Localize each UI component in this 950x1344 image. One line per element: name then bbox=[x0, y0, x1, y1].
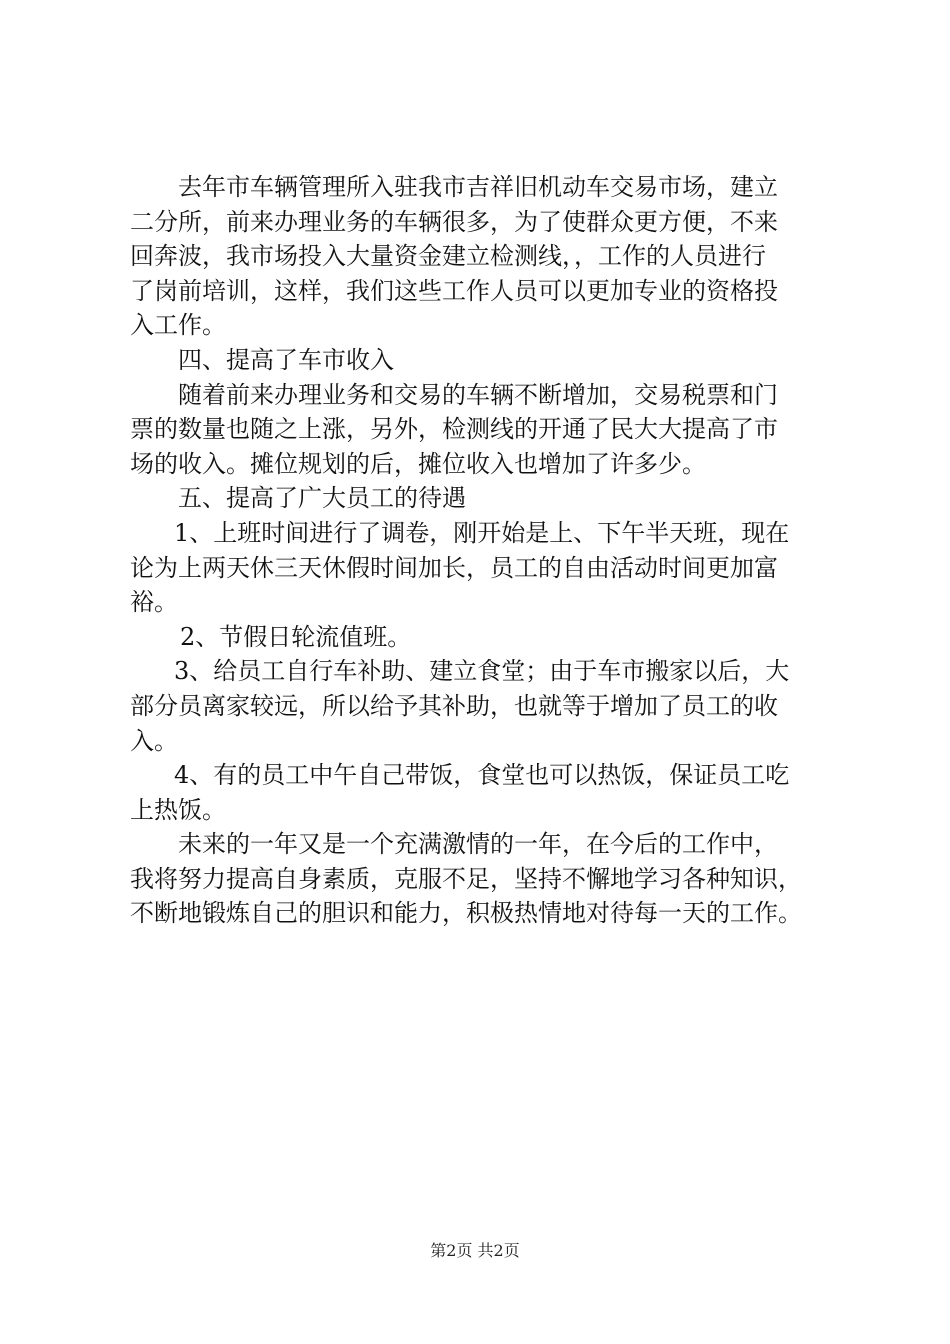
paragraph-line: 部分员离家较远，所以给予其补助，也就等于增加了员工的收 bbox=[130, 691, 778, 720]
paragraph-line: 随着前来办理业务和交易的车辆不断增加，交易税票和门 bbox=[178, 380, 778, 409]
paragraph-line: 裕。 bbox=[130, 588, 178, 617]
paragraph-line: 去年市车辆管理所入驻我市吉祥旧机动车交易市场，建立 bbox=[178, 173, 778, 201]
list-item: 4、有的员工中午自己带饭，食堂也可以热饭，保证员工吃 bbox=[174, 761, 790, 790]
paragraph-line: 回奔波，我市场投入大量资金建立检测线，，工作的人员进行 bbox=[130, 242, 766, 271]
document-body bbox=[130, 170, 830, 931]
paragraph-line: 上热饭。 bbox=[130, 795, 226, 824]
section-heading: 四、提高了车市收入 bbox=[178, 345, 394, 374]
list-item: 3、给员工自行车补助、建立食堂；由于车市搬家以后，大 bbox=[174, 657, 790, 686]
page-number-footer: 第2页 共2页 bbox=[430, 1241, 520, 1260]
section-heading: 五、提高了广大员工的待遇 bbox=[178, 484, 466, 513]
paragraph-line: 未来的一年又是一个充满激情的一年，在今后的工作中， bbox=[178, 830, 778, 859]
paragraph-line: 场的收入。摊位规划的后，摊位收入也增加了许多少。 bbox=[130, 449, 706, 478]
paragraph-line: 二分所，前来办理业务的车辆很多，为了使群众更方便，不来 bbox=[130, 207, 778, 236]
list-item: 1、上班时间进行了调卷，刚开始是上、下午半天班，现在 bbox=[174, 518, 790, 547]
paragraph-line: 不断地锻炼自己的胆识和能力，积极热情地对待每一天的工作。 bbox=[130, 899, 802, 928]
paragraph-line: 了岗前培训，这样，我们这些工作人员可以更加专业的资格投 bbox=[130, 276, 778, 305]
paragraph-line: 我将努力提高自身素质，克服不足，坚持不懈地学习各种知识， bbox=[130, 864, 802, 893]
list-item: 2、节假日轮流值班。 bbox=[180, 622, 412, 651]
paragraph-line: 入。 bbox=[130, 726, 178, 755]
paragraph-line: 票的数量也随之上涨，另外，检测线的开通了民大大提高了市 bbox=[130, 415, 778, 444]
paragraph-line: 论为上两天休三天休假时间加长，员工的自由活动时间更加富 bbox=[130, 553, 778, 582]
paragraph-line: 入工作。 bbox=[130, 311, 226, 340]
